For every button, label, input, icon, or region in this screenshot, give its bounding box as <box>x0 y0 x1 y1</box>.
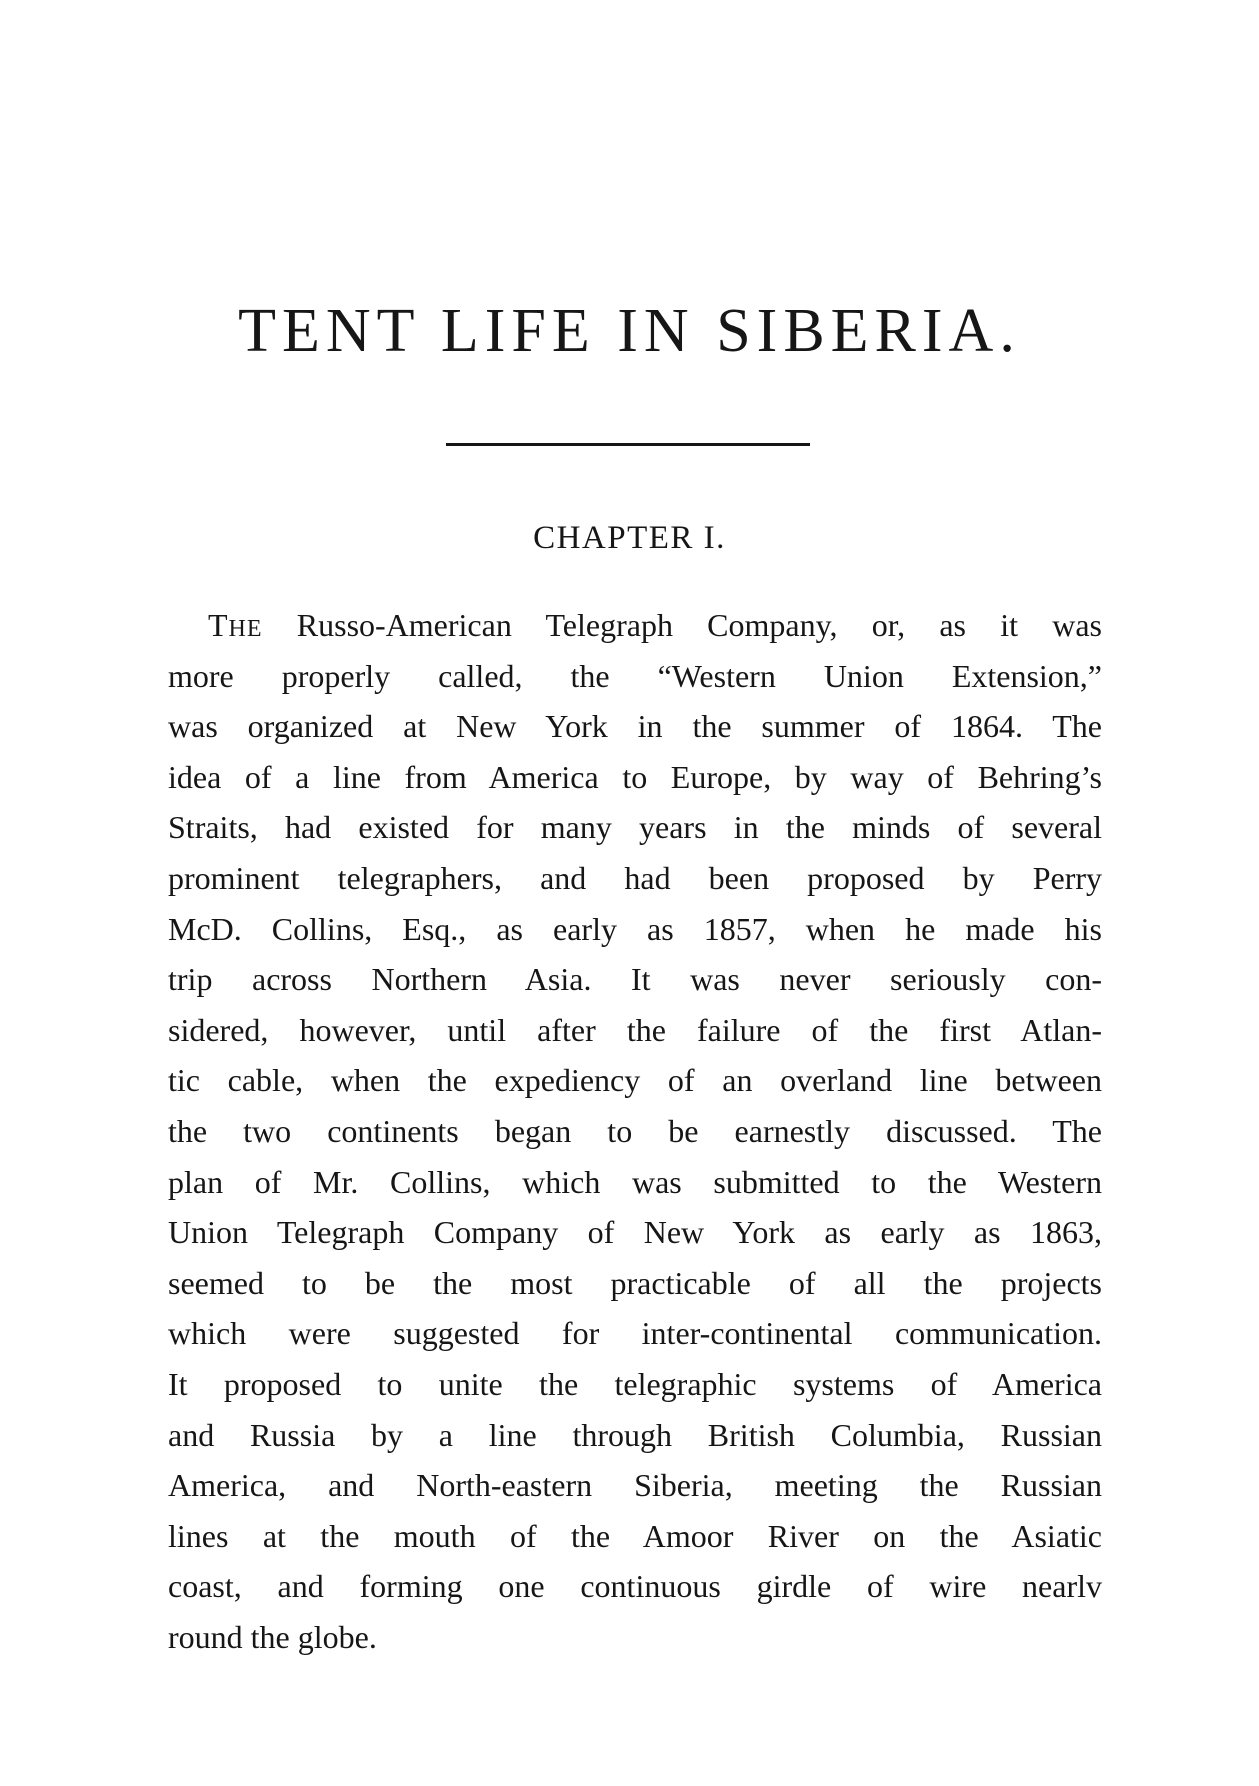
paragraph-line: prominent telegraphers, and had been proposed by Perry <box>168 859 1102 896</box>
paragraph-line: trip across Northern Asia. It was never seriously con- <box>168 961 1102 998</box>
chapter-heading: CHAPTER I. <box>533 520 726 556</box>
paragraph-line: America, and North-eastern Siberia, meeting the Russian <box>168 1467 1102 1504</box>
paragraph-line: lines at the mouth of the Amoor River on the Asiatic <box>168 1517 1102 1554</box>
paragraph-line: round the globe. <box>168 1618 377 1655</box>
paragraph-line <box>168 600 1102 651</box>
paragraph-line: which were suggested for inter-continental communication. <box>168 1315 1102 1352</box>
paragraph-line: seemed to be the most practicable of all the projects <box>168 1264 1102 1301</box>
book-title: TENT LIFE IN SIBERIA. <box>238 297 1021 365</box>
paragraph-line: McD. Collins, Esq., as early as 1857, when he made his <box>168 910 1102 947</box>
paragraph-line: tic cable, when the expediency of an overland line between <box>168 1062 1102 1099</box>
paragraph-line-text: Russo-American Telegraph Company, or, as it was <box>262 607 1102 643</box>
paragraph-line: idea of a line from America to Europe, by way of Behring’s <box>168 758 1102 795</box>
paragraph-line: Straits, had existed for many years in the minds of several <box>168 809 1102 846</box>
paragraph-line: Union Telegraph Company of New York as early as 1863, <box>168 1214 1102 1251</box>
chapter-body-paragraph <box>168 600 1102 1662</box>
title-divider-rule <box>446 443 810 446</box>
paragraph-line: the two continents began to be earnestly discussed. The <box>168 1112 1102 1149</box>
paragraph-line: sidered, however, until after the failure of the first Atlan- <box>168 1011 1102 1048</box>
paragraph-line: It proposed to unite the telegraphic systems of America <box>168 1365 1102 1402</box>
paragraph-line: more properly called, the “Western Union Extension,” <box>168 657 1102 694</box>
opening-small-caps: HE <box>228 616 263 642</box>
opening-word <box>208 607 263 643</box>
paragraph-line: coast, and forming one continuous girdle of wire nearlv <box>168 1568 1102 1605</box>
paragraph-line: plan of Mr. Collins, which was submitted to the Western <box>168 1163 1102 1200</box>
paragraph-line: was organized at New York in the summer of 1864. The <box>168 708 1102 745</box>
paragraph-line: and Russia by a line through British Columbia, Russian <box>168 1416 1102 1453</box>
opening-first-letter: T <box>208 607 229 643</box>
